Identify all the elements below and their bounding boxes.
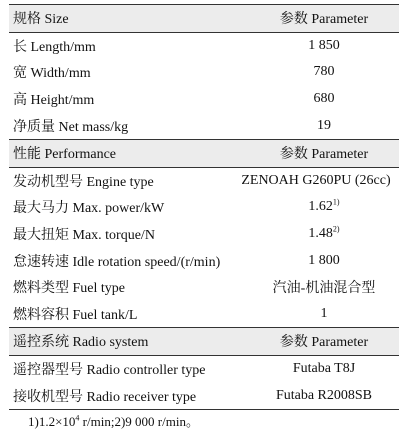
row-value: 1 [320,305,328,321]
table-row [9,247,399,274]
row-label: 燃料类型 Fuel type [13,281,125,297]
parameter-heading: 参数 Parameter [279,12,369,28]
section-header-size [9,4,399,33]
footnote-text-2: r/min;2)9 000 r/min。 [79,414,199,429]
section-label: 性能 Performance [13,147,117,163]
row-label: 怠速转速 Idle rotation speed/(r/min) [13,254,221,270]
section-header-performance [9,139,399,168]
row-value: 680 [313,91,335,107]
row-label: 最大扭矩 Max. torque/N [13,228,155,244]
row-value: 1.48 [308,226,333,242]
row-label: 净质量 Net mass/kg [13,119,129,135]
row-label: 遥控器型号 Radio controller type [13,363,206,379]
table-row [9,194,399,221]
row-value: 1 850 [308,37,340,53]
row-label: 接收机型号 Radio receiver type [13,389,197,405]
parameter-heading: 参数 Parameter [279,335,369,351]
table-row [9,33,399,60]
row-label: 高 Height/mm [13,93,95,109]
footnote-text-1: 1)1.2×10 [28,414,76,429]
row-label: 发动机型号 Engine type [13,174,154,190]
row-value: 1.62 [308,199,333,215]
footnote [28,411,199,430]
footnote-marker: 1) [332,197,340,207]
spec-table [9,4,399,410]
row-label: 最大马力 Max. power/kW [13,201,165,217]
table-row [9,86,399,113]
row-value-with-note [249,226,399,242]
table-row [9,274,399,301]
row-value: 19 [317,117,331,133]
row-value: Futaba T8J [292,361,356,377]
table-row [9,301,399,328]
section-header-radio [9,327,399,356]
section-label: 遥控系统 Radio system [13,335,149,351]
table-row [9,356,399,383]
row-value: Futaba R2008SB [275,387,373,403]
parameter-heading: 参数 Parameter [279,147,369,163]
row-value: ZENOAH G260PU (26cc) [241,172,391,188]
table-row [9,221,399,248]
row-value: 1 800 [308,252,340,268]
table-row [9,59,399,86]
row-label: 宽 Width/mm [13,66,91,82]
row-value: 汽油-机油混合型 [272,281,376,297]
row-value: 780 [313,64,335,80]
footnote-marker: 2) [332,224,340,234]
row-value-with-note [249,199,399,215]
section-label: 规格 Size [13,12,69,28]
table-row [9,382,399,410]
table-row [9,112,399,139]
row-label: 长 Length/mm [13,39,96,55]
table-row [9,168,399,195]
footnote-exponent: 4 [75,413,80,423]
row-label: 燃料容积 Fuel tank/L [13,307,138,323]
